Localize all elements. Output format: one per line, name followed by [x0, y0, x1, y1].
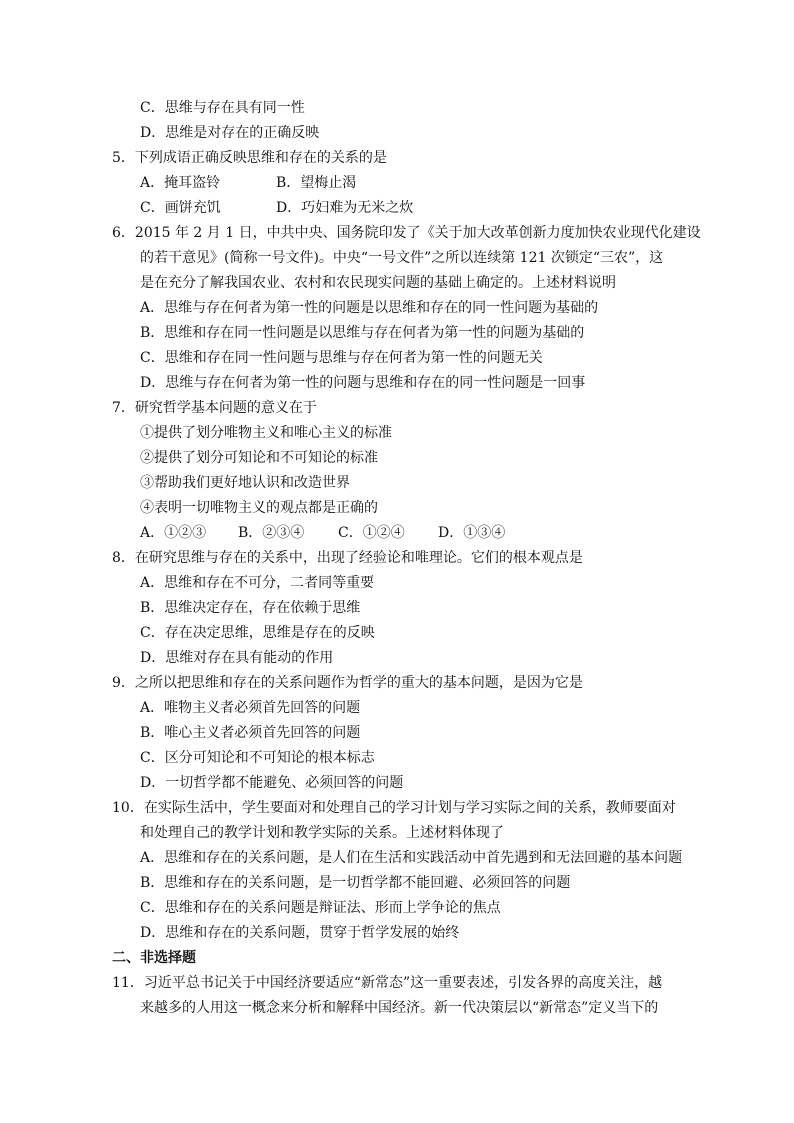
statement-text: ④表明一切唯物主义的观点都是正确的 — [140, 500, 378, 516]
question-text: 5．下列成语正确反映思维和存在的关系的是 — [112, 150, 387, 166]
question-text: 7．研究哲学基本问题的意义在于 — [112, 400, 317, 416]
statement-1 — [0, 421, 794, 446]
question-text: 10．在实际生活中，学生要面对和处理自己的学习计划与学习实际之间的关系，教师要面对 — [112, 800, 676, 816]
option-a — [0, 696, 794, 721]
option-c — [0, 346, 794, 371]
option-text: D．思维和存在的关系问题，贯穿于哲学发展的始终 — [140, 925, 460, 941]
option-text: B．思维决定存在，存在依赖于思维 — [140, 600, 361, 616]
option-d: D．巧妇难为无米之炊 — [276, 200, 414, 216]
question-text: 8．在研究思维与存在的关系中，出现了经验论和唯理论。它们的根本观点是 — [112, 550, 583, 566]
statement-3 — [0, 471, 794, 496]
option-d — [0, 771, 794, 796]
option-text: D．思维与存在何者为第一性的问题与思维和存在的同一性问题是一回事 — [140, 375, 586, 391]
option-text: A．思维和存在的关系问题，是人们在生活和实践活动中首先遇到和无法回避的基本问题 — [140, 850, 683, 866]
option-a: A．掩耳盗铃 — [140, 175, 221, 191]
option-c — [0, 621, 794, 646]
question-text: 和处理自己的教学计划和教学实际的关系。上述材料体现了 — [140, 825, 504, 841]
question-text: 6．2015 年 2 月 1 日，中共中央、国务院印发了《关于加大改革创新力度加快农业现代化建设 — [112, 225, 701, 241]
option-b: B．②③④ — [238, 525, 305, 541]
statement-text: ①提供了划分唯物主义和唯心主义的标准 — [140, 425, 392, 441]
option-text: D．一切哲学都不能避免、必须回答的问题 — [140, 775, 404, 791]
question-6-continued — [0, 271, 794, 296]
option-c — [0, 96, 794, 121]
option-a — [0, 846, 794, 871]
section-title: 二、非选择题 — [112, 950, 196, 966]
question-7-options — [0, 521, 794, 546]
option-b — [0, 596, 794, 621]
option-text: B．思维和存在的关系问题，是一切哲学都不能回避、必须回答的问题 — [140, 875, 571, 891]
option-a — [0, 571, 794, 596]
option-b — [0, 721, 794, 746]
question-6-continued — [0, 246, 794, 271]
option-c — [0, 896, 794, 921]
statement-text: ③帮助我们更好地认识和改造世界 — [140, 475, 350, 491]
statement-2 — [0, 446, 794, 471]
question-text: 的若干意见》(简称一号文件)。中央“一号文件”之所以连续第 121 次锁定“三农”，这 — [140, 250, 664, 266]
statement-text: ②提供了划分可知论和不可知论的标准 — [140, 450, 378, 466]
option-d — [0, 646, 794, 671]
statement-4 — [0, 496, 794, 521]
option-text: C．存在决定思维，思维是存在的反映 — [140, 625, 375, 641]
question-6 — [0, 221, 794, 246]
option-b — [0, 321, 794, 346]
question-text: 11．习近平总书记关于中国经济要适应“新常态”这一重要表述，引发各界的高度关注，越 — [112, 975, 663, 991]
option-c: C．画饼充饥 — [140, 200, 221, 216]
option-text: B．唯心主义者必须首先回答的问题 — [140, 725, 361, 741]
document-page — [0, 96, 794, 1021]
question-5 — [0, 146, 794, 171]
option-text: D．思维是对存在的正确反映 — [140, 125, 320, 141]
option-a — [0, 296, 794, 321]
question-11 — [0, 971, 794, 996]
option-text: C．思维和存在的关系问题是辩证法、形而上学争论的焦点 — [140, 900, 501, 916]
option-c: C．①②④ — [338, 525, 405, 541]
question-text: 是在充分了解我国农业、农村和农民现实问题的基础上确定的。上述材料说明 — [140, 275, 616, 291]
option-text: A．思维与存在何者为第一性的问题是以思维和存在的同一性问题为基础的 — [140, 300, 599, 316]
option-text: C．区分可知论和不可知论的根本标志 — [140, 750, 375, 766]
question-10-continued — [0, 821, 794, 846]
option-text: B．思维和存在同一性问题是以思维与存在何者为第一性的问题为基础的 — [140, 325, 585, 341]
option-b: B．望梅止渴 — [276, 175, 357, 191]
question-text: 来越多的人用这一概念来分析和解释中国经济。新一代决策层以“新常态”定义当下的 — [140, 1000, 659, 1016]
option-text: A．思维和存在不可分，二者同等重要 — [140, 575, 375, 591]
question-11-continued — [0, 996, 794, 1021]
option-d: D．①③④ — [438, 525, 506, 541]
option-text: C．思维和存在同一性问题与思维与存在何者为第一性的问题无关 — [140, 350, 543, 366]
section-heading — [0, 946, 794, 971]
option-a: A．①②③ — [140, 525, 207, 541]
option-c — [0, 746, 794, 771]
option-b — [0, 871, 794, 896]
option-d — [0, 921, 794, 946]
question-9 — [0, 671, 794, 696]
question-5-options-row-2 — [0, 196, 794, 221]
question-10 — [0, 796, 794, 821]
option-text: A．唯物主义者必须首先回答的问题 — [140, 700, 361, 716]
question-text: 9．之所以把思维和存在的关系问题作为哲学的重大的基本问题，是因为它是 — [112, 675, 583, 691]
option-d — [0, 371, 794, 396]
question-8 — [0, 546, 794, 571]
option-d — [0, 121, 794, 146]
question-5-options-row-1 — [0, 171, 794, 196]
question-7 — [0, 396, 794, 421]
option-text: C．思维与存在具有同一性 — [140, 100, 305, 116]
option-text: D．思维对存在具有能动的作用 — [140, 650, 334, 666]
